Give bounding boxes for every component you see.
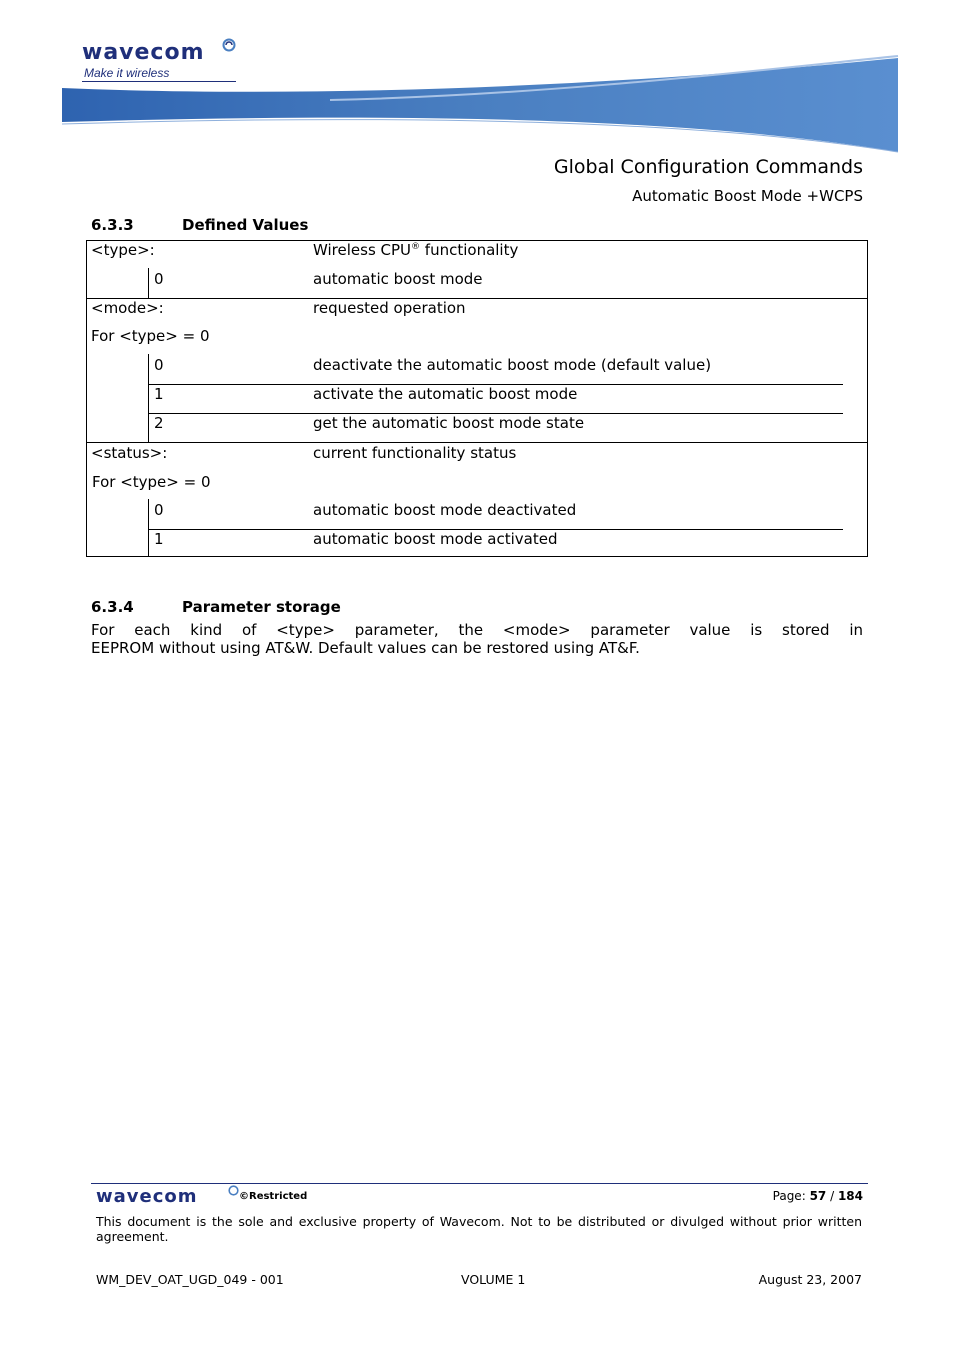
- param-status: <status>:: [91, 444, 168, 462]
- chapter-title: Global Configuration Commands: [553, 156, 863, 178]
- param-type: <type>:: [91, 241, 155, 259]
- footer-rule: [91, 1183, 868, 1184]
- heading-parameter-storage: [91, 598, 341, 616]
- footer-restricted: ©Restricted: [239, 1191, 308, 1202]
- status-value-0: 0: [154, 501, 164, 519]
- status-values-divider: [148, 499, 149, 557]
- type-values-divider: [148, 268, 149, 298]
- section-title: Automatic Boost Mode +WCPS: [632, 187, 863, 205]
- footer-volume: VOLUME 1: [461, 1272, 526, 1287]
- heading-number: 6.3.4: [91, 598, 134, 616]
- status-value-0-desc: automatic boost mode deactivated: [313, 501, 577, 519]
- mode-value-0-desc: deactivate the automatic boost mode (default value): [313, 356, 712, 374]
- mode-value-1-desc: activate the automatic boost mode: [313, 385, 578, 403]
- footer-brand-logo: wavecom: [96, 1186, 198, 1207]
- logo-underline: [82, 81, 236, 82]
- footer-notice: This document is the sole and exclusive property of Wavecom. Not to be distributed or divulged without prior written agreement.: [96, 1214, 862, 1244]
- param-status-desc: current functionality status: [313, 444, 517, 462]
- parameter-storage-paragraph: [91, 621, 863, 657]
- param-mode-desc: requested operation: [313, 299, 466, 317]
- row-separator: [86, 298, 868, 299]
- mode-value-2: 2: [154, 414, 164, 432]
- mode-value-1: 1: [154, 385, 164, 403]
- status-value-1-desc: automatic boost mode activated: [313, 530, 558, 548]
- status-value-1: 1: [154, 530, 164, 548]
- brand-tagline: Make it wireless: [84, 66, 170, 80]
- heading-title: Defined Values: [182, 216, 309, 234]
- heading-title: Parameter storage: [182, 598, 341, 616]
- footer-logo-swirl-icon: [228, 1185, 239, 1196]
- mode-value-0: 0: [154, 356, 164, 374]
- mode-value-2-desc: get the automatic boost mode state: [313, 414, 585, 432]
- paragraph-line-2: EEPROM without using AT&W. Default values can be restored using AT&F.: [91, 639, 640, 657]
- mode-values-divider: [148, 354, 149, 442]
- paragraph-line-1: For each kind of <type> parameter, the <mode> parameter value is stored in: [91, 621, 863, 639]
- status-condition: For <type> = 0: [92, 473, 211, 491]
- footer-date: August 23, 2007: [758, 1272, 862, 1287]
- logo-swirl-icon: [222, 38, 236, 52]
- brand-logo: wavecom: [82, 40, 205, 65]
- param-mode: <mode>:: [91, 299, 164, 317]
- param-type-desc: Wireless CPU® functionality: [313, 241, 519, 259]
- mode-condition: For <type> = 0: [91, 327, 210, 345]
- footer-doc-ref: WM_DEV_OAT_UGD_049 - 001: [96, 1272, 284, 1287]
- heading-defined-values: [91, 216, 308, 234]
- row-separator: [86, 442, 868, 443]
- header-wave-band: [0, 0, 954, 160]
- type-value-0: 0: [154, 270, 164, 288]
- heading-number: 6.3.3: [91, 216, 134, 234]
- type-value-0-desc: automatic boost mode: [313, 270, 483, 288]
- footer-page-number: Page: 57 / 184: [772, 1189, 863, 1203]
